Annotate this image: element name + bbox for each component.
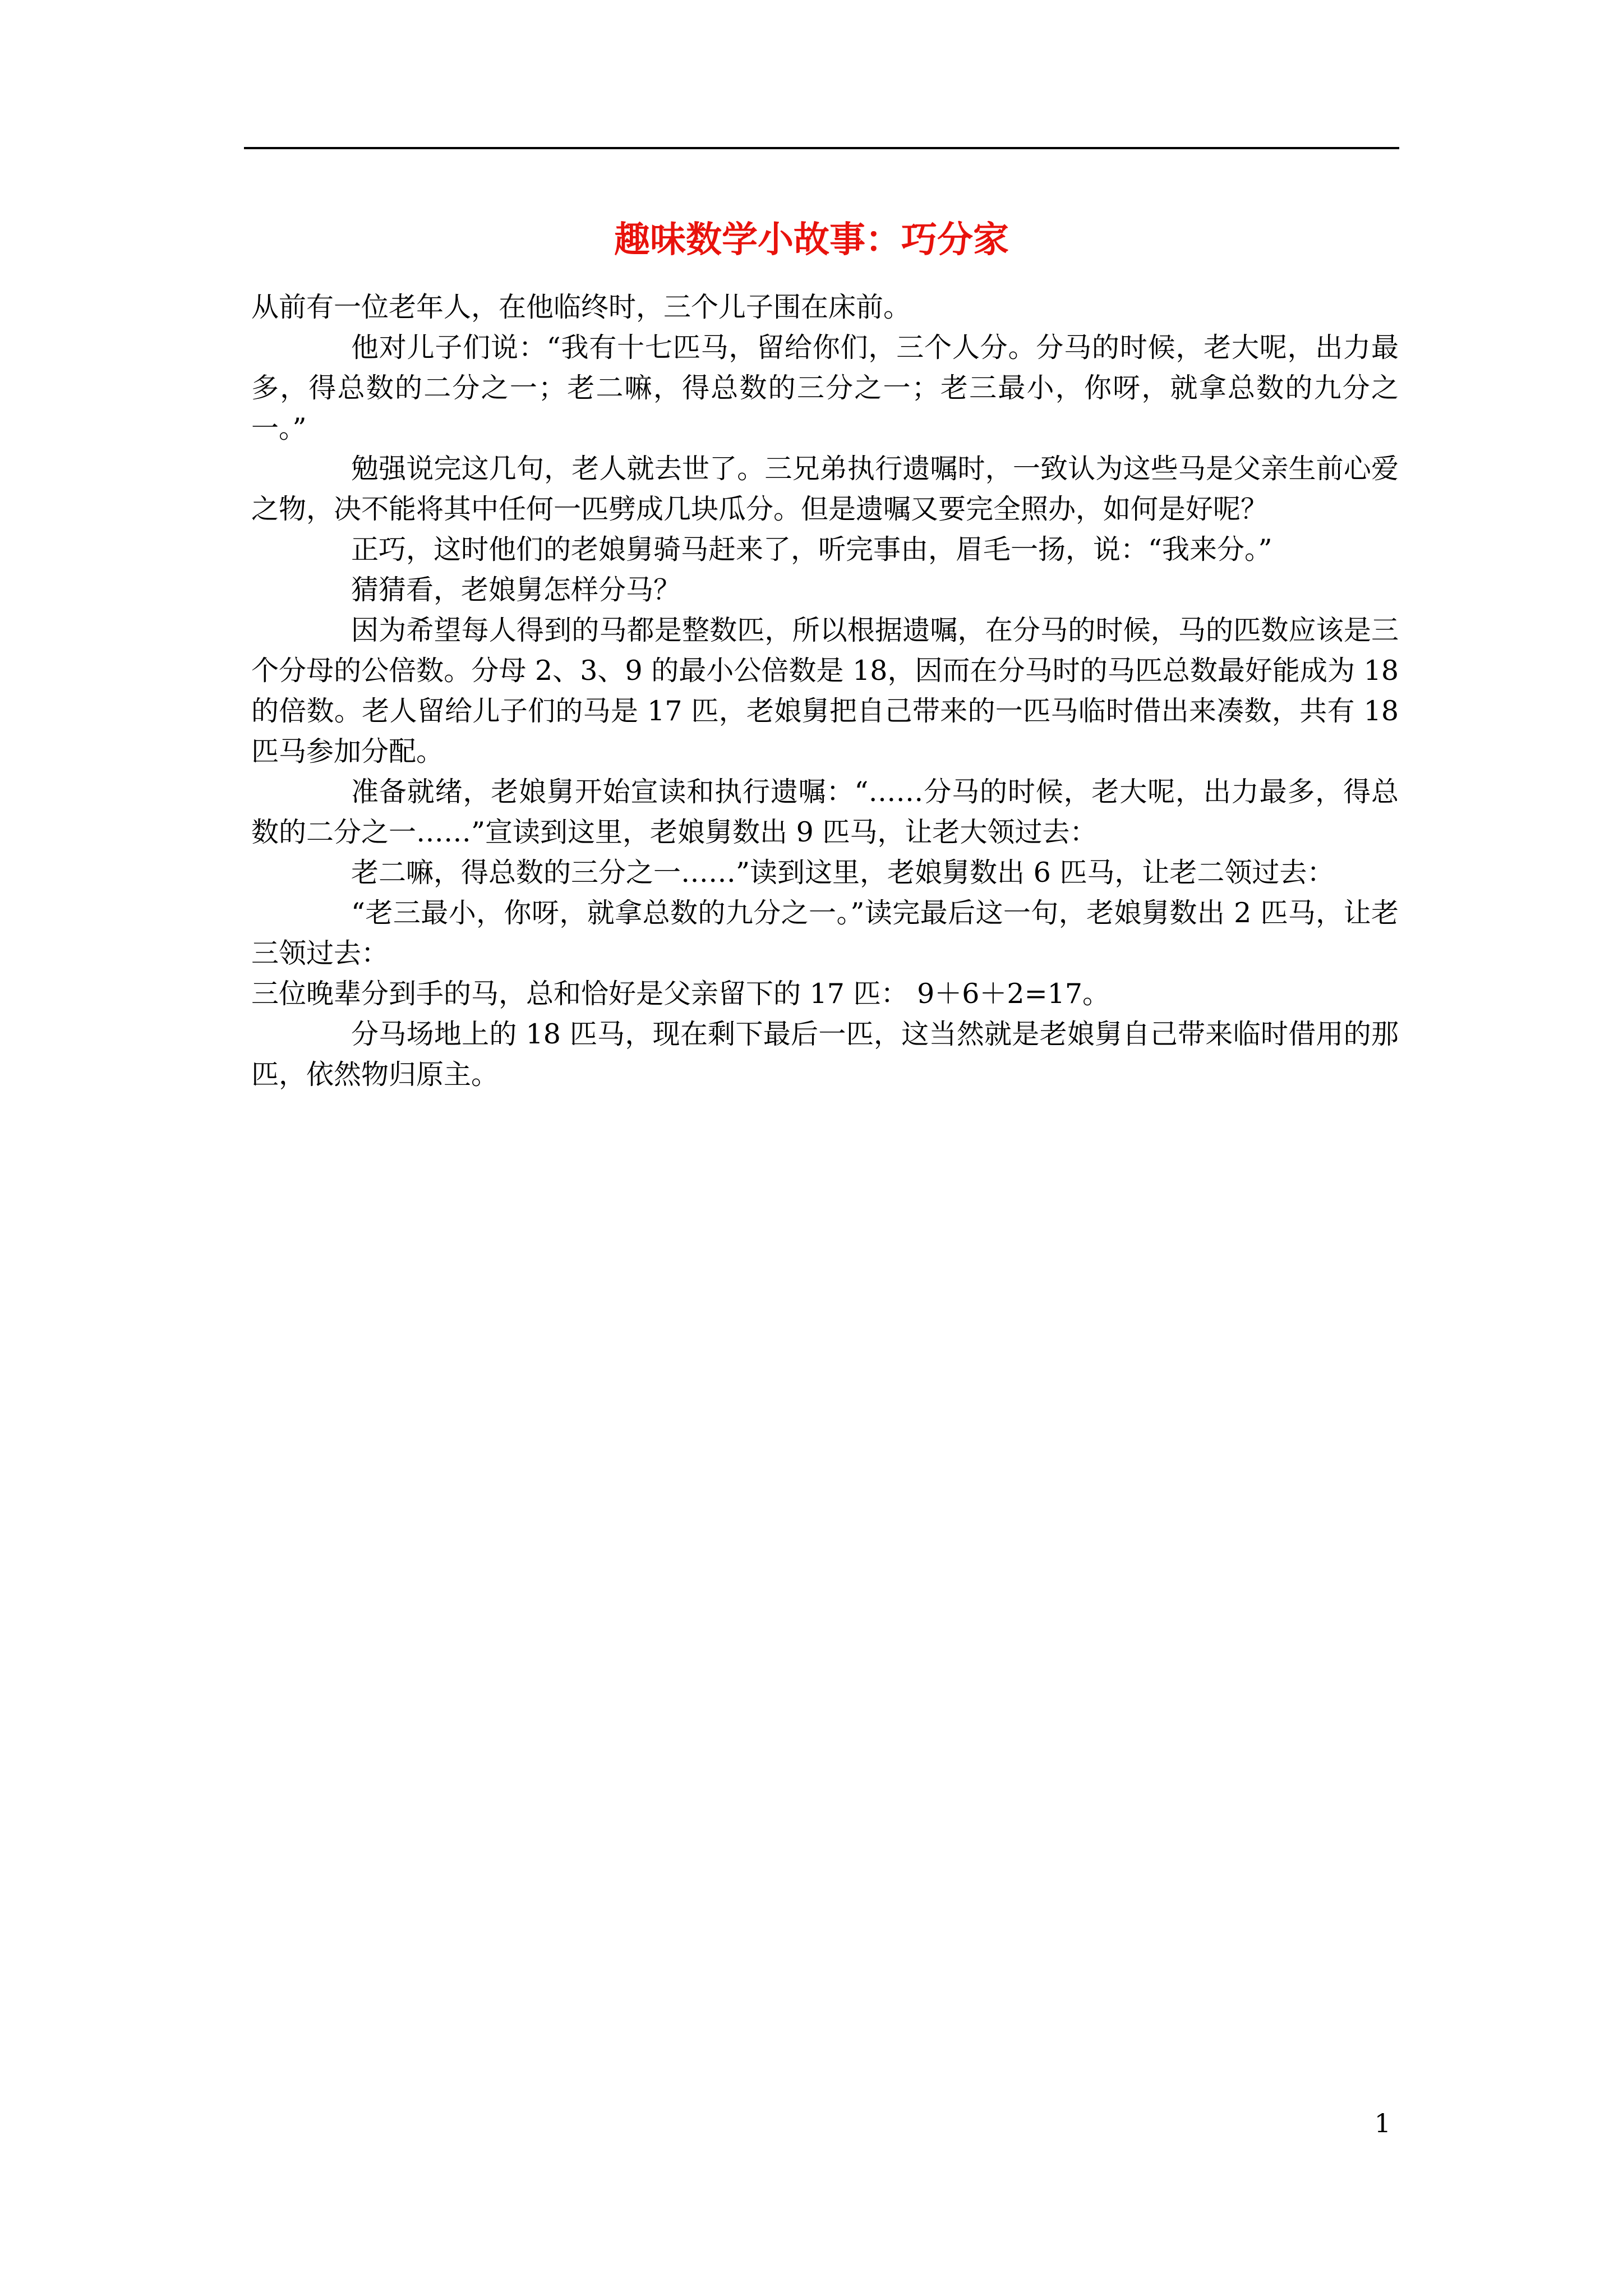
paragraph: 猜猜看，老娘舅怎样分马？ [351, 574, 681, 606]
paragraph: 正巧，这时他们的老娘舅骑马赶来了，听完事由，眉毛一扬，说：“我来分。” [351, 533, 1272, 565]
paragraph: 分马场地上的 18 匹马，现在剩下最后一匹，这当然就是老娘舅自己带来临时借用的那匹，依然物归原主。 [251, 1018, 1399, 1091]
header-rule [244, 147, 1399, 149]
paragraph: 因为希望每人得到的马都是整数匹，所以根据遗嘱，在分马的时候，马的匹数应该是三个分母的公倍数。分母 2、3、9 的最小公倍数是 18，因而在分马时的马匹总数最好能成为 18 的倍数。老人留给儿子们的马是 17 匹，老娘舅把自己带来的一匹马临时借出来凑数，共有 18 匹马参加分配。 [251, 614, 1399, 767]
story-body [251, 287, 1399, 1095]
paragraph: 准备就绪，老娘舅开始宣读和执行遗嘱：“……分马的时候，老大呢，出力最多，得总数的二分之一……”宣读到这里，老娘舅数出 9 匹马，让老大领过去： [251, 776, 1399, 848]
paragraph: 从前有一位老年人，在他临终时，三个儿子围在床前。 [251, 291, 911, 323]
paragraph: “老三最小，你呀，就拿总数的九分之一。”读完最后这一句，老娘舅数出 2 匹马，让老三领过去： [251, 897, 1399, 969]
paragraph: 他对儿子们说：“我有十七匹马，留给你们，三个人分。分马的时候，老大呢，出力最多，得总数的二分之一；老二嘛，得总数的三分之一；老三最小，你呀，就拿总数的九分之一。” [251, 332, 1399, 444]
page-number: 1 [1374, 2108, 1391, 2138]
paragraph: 老二嘛，得总数的三分之一……”读到这里，老娘舅数出 6 匹马，让老二领过去： [351, 857, 1335, 889]
paragraph: 勉强说完这几句，老人就去世了。三兄弟执行遗嘱时，一致认为这些马是父亲生前心爱之物，决不能将其中任何一匹劈成几块瓜分。但是遗嘱又要完全照办，如何是好呢？ [251, 453, 1399, 525]
paragraph: 三位晚辈分到手的马，总和恰好是父亲留下的 17 匹： 9＋6＋2=17。 [251, 978, 1110, 1010]
page-title: 趣味数学小故事：巧分家 [614, 219, 1009, 261]
